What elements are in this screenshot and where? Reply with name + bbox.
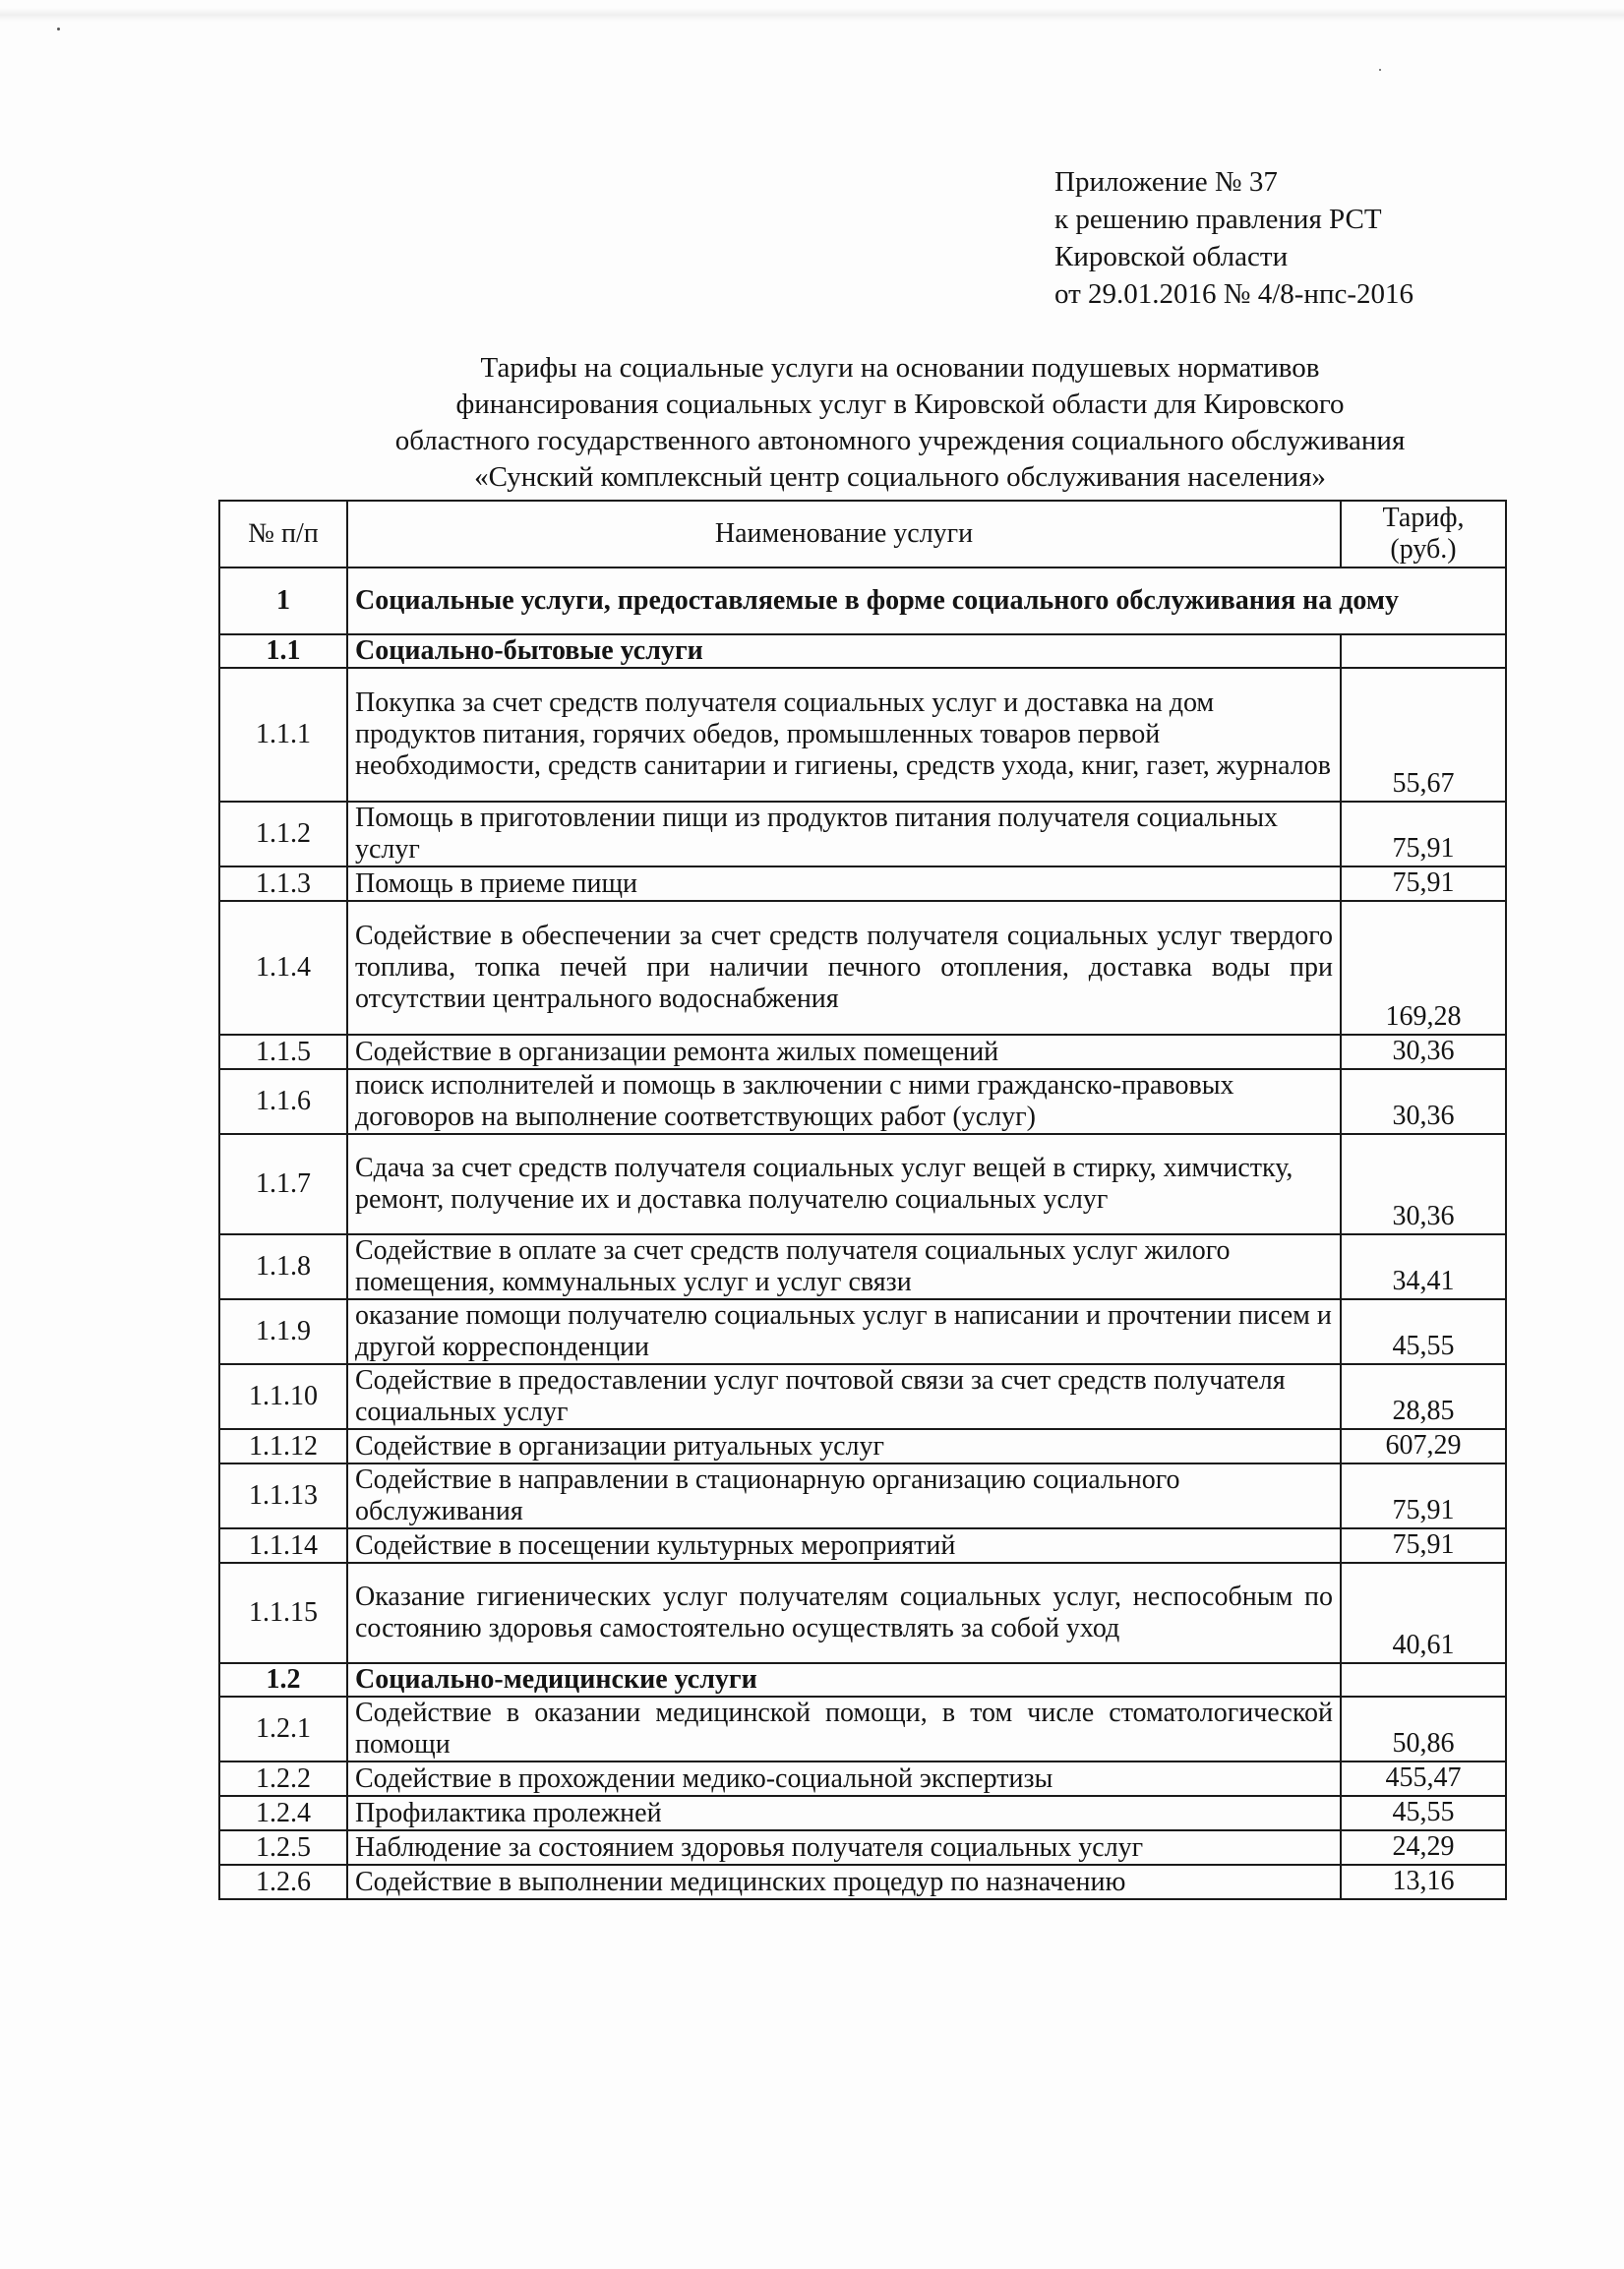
table-row xyxy=(219,901,1506,1035)
scan-speck xyxy=(1379,69,1381,71)
tariff-value: 75,91 xyxy=(1341,1528,1506,1563)
tariff-value: 13,16 xyxy=(1341,1865,1506,1899)
table-row xyxy=(219,1234,1506,1299)
row-number: 1.1.1 xyxy=(219,668,347,802)
row-number: 1.1.15 xyxy=(219,1563,347,1663)
row-number: 1.1.6 xyxy=(219,1069,347,1134)
row-number: 1.1.9 xyxy=(219,1299,347,1364)
approval-line: от 29.01.2016 № 4/8-нпс-2016 xyxy=(1054,278,1413,310)
tariff-value: 30,36 xyxy=(1341,1035,1506,1069)
row-number: 1 xyxy=(219,567,347,634)
table-row xyxy=(219,1796,1506,1830)
service-name: Содействие в прохождении медико-социальной экспертизы xyxy=(347,1761,1341,1796)
row-number: 1.1.3 xyxy=(219,866,347,901)
table-row xyxy=(219,1463,1506,1528)
service-name: Социальные услуги, предоставляемые в форме социального обслуживания на дому xyxy=(347,567,1506,634)
service-name: Содействие в организации ремонта жилых помещений xyxy=(347,1035,1341,1069)
row-number: 1.2.5 xyxy=(219,1830,347,1865)
scan-edge-shadow xyxy=(0,8,1624,22)
row-number: 1.1.2 xyxy=(219,802,347,866)
service-name: Помощь в приеме пищи xyxy=(347,866,1341,901)
scan-speck xyxy=(57,28,60,30)
table-row xyxy=(219,1830,1506,1865)
tariff-value: 75,91 xyxy=(1341,802,1506,866)
table-row xyxy=(219,1364,1506,1429)
tariff-value: 50,86 xyxy=(1341,1697,1506,1761)
service-name: Содействие в посещении культурных мероприятий xyxy=(347,1528,1341,1563)
service-name: поиск исполнителей и помощь в заключении с ними гражданско-правовых договоров на выполнение соответствующих работ (услуг) xyxy=(347,1069,1341,1134)
tariff-value: 75,91 xyxy=(1341,1463,1506,1528)
tariff-value xyxy=(1341,634,1506,668)
service-name: Содействие в оказании медицинской помощи, в том числе стоматологической помощи xyxy=(347,1697,1341,1761)
table-row xyxy=(219,1528,1506,1563)
title-line: «Сунский комплексный центр социального обслуживания населения» xyxy=(474,461,1326,493)
row-number: 1.1.4 xyxy=(219,901,347,1035)
tariff-value: 24,29 xyxy=(1341,1830,1506,1865)
service-name: оказание помощи получателю социальных услуг в написании и прочтении писем и другой корреспонденции xyxy=(347,1299,1341,1364)
tariff-value xyxy=(1341,1663,1506,1697)
tariff-value: 45,55 xyxy=(1341,1796,1506,1830)
table-row xyxy=(219,866,1506,901)
table-row xyxy=(219,1761,1506,1796)
approval-line: Кировской области xyxy=(1054,241,1289,272)
section-row xyxy=(219,1663,1506,1697)
row-number: 1.1.7 xyxy=(219,1134,347,1234)
table-header-row xyxy=(219,501,1506,567)
row-number: 1.2.2 xyxy=(219,1761,347,1796)
service-name: Сдача за счет средств получателя социальных услуг вещей в стирку, химчистку, ремонт, получение их и доставка получателю социальных услуг xyxy=(347,1134,1341,1234)
table-row xyxy=(219,1299,1506,1364)
tariff-value: 455,47 xyxy=(1341,1761,1506,1796)
tariff-value: 607,29 xyxy=(1341,1429,1506,1463)
table-row xyxy=(219,1134,1506,1234)
tariff-value: 30,36 xyxy=(1341,1069,1506,1134)
table-row xyxy=(219,1069,1506,1134)
approval-line: Приложение № 37 xyxy=(1054,166,1278,198)
tariff-value: 28,85 xyxy=(1341,1364,1506,1429)
row-number: 1.1 xyxy=(219,634,347,668)
row-number: 1.2.1 xyxy=(219,1697,347,1761)
tariff-table xyxy=(218,500,1507,1900)
row-number: 1.1.5 xyxy=(219,1035,347,1069)
service-name: Социально-бытовые услуги xyxy=(347,634,1341,668)
service-name: Содействие в организации ритуальных услуг xyxy=(347,1429,1341,1463)
table-row xyxy=(219,1429,1506,1463)
service-name: Содействие в предоставлении услуг почтовой связи за счет средств получателя социальных услуг xyxy=(347,1364,1341,1429)
service-name: Содействие в выполнении медицинских процедур по назначению xyxy=(347,1865,1341,1899)
table-row xyxy=(219,1865,1506,1899)
row-number: 1.2.4 xyxy=(219,1796,347,1830)
row-number: 1.1.14 xyxy=(219,1528,347,1563)
tariff-value: 30,36 xyxy=(1341,1134,1506,1234)
title-line: областного государственного автономного учреждения социального обслуживания xyxy=(394,425,1406,456)
service-name: Содействие в оплате за счет средств получателя социальных услуг жилого помещения, коммунальных услуг и услуг связи xyxy=(347,1234,1341,1299)
tariff-value: 169,28 xyxy=(1341,901,1506,1035)
tariff-value: 55,67 xyxy=(1341,668,1506,802)
tariff-value: 75,91 xyxy=(1341,866,1506,901)
service-name: Содействие в обеспечении за счет средств получателя социальных услуг твердого топлива, топка печей при наличии печного отопления, доставка воды при отсутствии центрального водоснабжения xyxy=(347,901,1341,1035)
title-line: Тарифы на социальные услуги на основании подушевых нормативов xyxy=(480,352,1320,384)
row-number: 1.1.12 xyxy=(219,1429,347,1463)
row-number: 1.2.6 xyxy=(219,1865,347,1899)
approval-line: к решению правления РСТ xyxy=(1054,204,1382,235)
row-number: 1.2 xyxy=(219,1663,347,1697)
service-name: Содействие в направлении в стационарную организацию социального обслуживания xyxy=(347,1463,1341,1528)
section-row xyxy=(219,567,1506,634)
service-name: Помощь в приготовлении пищи из продуктов питания получателя социальных услуг xyxy=(347,802,1341,866)
table-row xyxy=(219,1563,1506,1663)
header-name: Наименование услуги xyxy=(347,501,1341,567)
table-row xyxy=(219,802,1506,866)
header-tariff: Тариф, (руб.) xyxy=(1341,501,1506,567)
header-number: № п/п xyxy=(219,501,347,567)
table-row xyxy=(219,668,1506,802)
tariff-value: 40,61 xyxy=(1341,1563,1506,1663)
service-name: Покупка за счет средств получателя социальных услуг и доставка на дом продуктов питания, горячих обедов, промышленных товаров первой необходимости, средств санитарии и гигиены, средств ухода, книг, газет, журналов xyxy=(347,668,1341,802)
service-name: Профилактика пролежней xyxy=(347,1796,1341,1830)
service-name: Социально-медицинские услуги xyxy=(347,1663,1341,1697)
service-name: Наблюдение за состоянием здоровья получателя социальных услуг xyxy=(347,1830,1341,1865)
document-title xyxy=(285,350,1515,496)
row-number: 1.1.13 xyxy=(219,1463,347,1528)
tariff-value: 45,55 xyxy=(1341,1299,1506,1364)
tariff-value: 34,41 xyxy=(1341,1234,1506,1299)
table-row xyxy=(219,1697,1506,1761)
approval-block xyxy=(1054,163,1413,313)
table-row xyxy=(219,1035,1506,1069)
title-line: финансирования социальных услуг в Кировской области для Кировского xyxy=(455,388,1345,420)
service-name: Оказание гигиенических услуг получателям социальных услуг, неспособным по состоянию здоровья самостоятельно осуществлять за собой уход xyxy=(347,1563,1341,1663)
section-row xyxy=(219,634,1506,668)
row-number: 1.1.10 xyxy=(219,1364,347,1429)
row-number: 1.1.8 xyxy=(219,1234,347,1299)
